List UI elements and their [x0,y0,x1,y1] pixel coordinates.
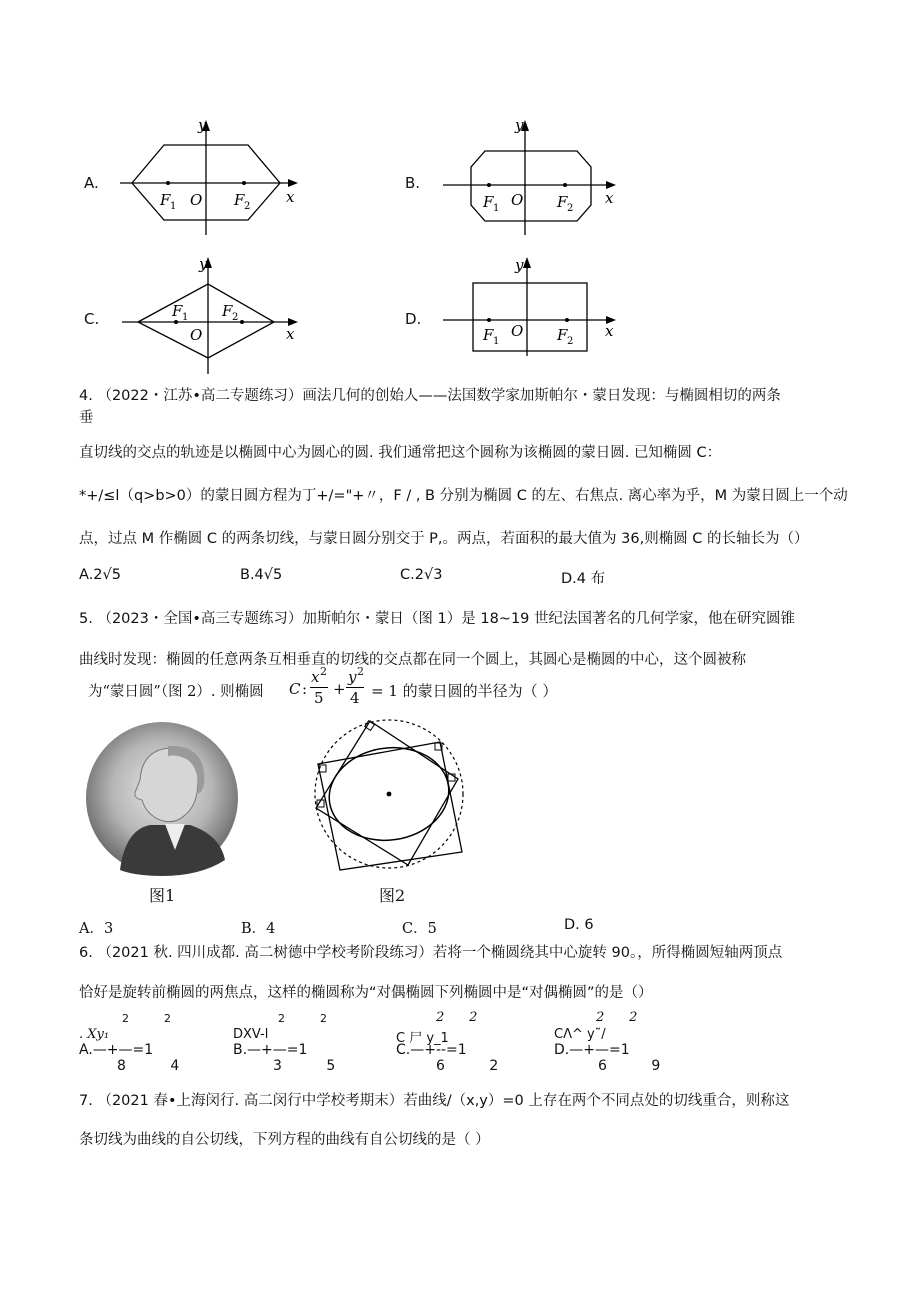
f2-sub: 2 [567,336,574,347]
f1-label: F [483,326,494,344]
f2-label: F [557,193,568,211]
fig1-caption: 图1 [149,886,176,905]
f1-sub: 1 [493,203,500,214]
f1-label: F [483,193,494,211]
f2-label: F [222,302,233,320]
figure-a-hexagon [110,115,310,245]
y-label: y [515,116,524,134]
origin-label: O [190,191,203,209]
q5-option-b[interactable]: B．4 [241,921,276,937]
f2-sub: 2 [244,201,251,212]
eq-plus: + [333,680,346,698]
q5-equation: C : x 2 5 + y 2 4 = 1 的蒙日圆的半径为（ ） [289,665,558,707]
q4-line1b: 垂 [79,410,94,426]
q6-option-a[interactable]: 2 2 . Xy₁ A.—+—=1 8 4 [79,1012,180,1074]
x-label: x [286,325,295,343]
f1-sub: 1 [493,336,500,347]
eq-x-exp: 2 [320,665,327,678]
f2-sub: 2 [567,203,574,214]
q5-line2: 曲线时发现：椭圆的任意两条互相垂直的切线的交点都在同一个圆上，其圆心是椭圆的中心，这个圆被称 [79,652,746,668]
q4-option-d[interactable]: D.4 布 [561,571,606,587]
q7-line1: 7. （2021 春•上海闵行. 高二闵行中学校考期末）若曲线/（x,y）=0 上存在两个不同点处的切线重合，则称这 [79,1093,790,1109]
q4-option-c[interactable]: C.2√3 [400,567,443,583]
option-c-label: C. [84,310,100,328]
y-label: y [515,256,524,274]
q7-line2: 条切线为曲线的自公切线，下列方程的曲线有自公切线的是（ ） [79,1132,490,1148]
portrait-figure [80,720,245,880]
origin-label: O [511,191,524,209]
q4-option-a[interactable]: A.2√5 [79,567,121,583]
origin-label: O [190,326,203,344]
x-label: x [605,189,614,207]
figure-d-rectangle [435,252,625,360]
eq-x: x [311,668,320,686]
q4-option-b[interactable]: B.4√5 [240,567,283,583]
q6-option-b[interactable]: 2 2 DXV-l B.—+—=1 3 5 [233,1012,336,1074]
q5-option-c[interactable]: C．5 [402,921,437,937]
q6-line2: 恰好是旋转前椭圆的两焦点，这样的椭圆称为“对偶椭圆下列椭圆中是“对偶椭圆”的是（） [79,985,653,1001]
q4-line2: 直切线的交点的轨迹是以椭圆中心为圆心的圆. 我们通常把这个圆称为该椭圆的蒙日圆. 已知椭圆 C： [79,445,722,461]
option-b-label: B. [405,174,421,192]
f1-label: F [172,302,183,320]
f2-label: F [557,326,568,344]
q6-option-c[interactable]: 2 2 C 尸 y_1 C.—+--=1 6 2 [396,1010,499,1074]
q4-line4: 点，过点 M 作椭圆 C 的两条切线，与蒙日圆分别交于 P,。两点，若面积的最大值为 36,则椭圆 C 的长轴长为（） [79,531,809,547]
f1-sub: 1 [182,312,189,323]
y-label: y [199,255,208,273]
eq-4: 4 [350,689,360,707]
f1-sub: 1 [170,201,177,212]
q6-line1: 6. （2021 秋. 四川成都. 高二树德中学校考阶段练习）若将一个椭圆绕其中心旋转 90。，所得椭圆短轴两顶点 [79,945,783,961]
q5-line1: 5. （2023・全国•高三专题练习）加斯帕尔・蒙日（图 1）是 18~19 世纪法国著名的几何学家，他在研究圆锥 [79,611,795,627]
eq-y-exp: 2 [357,665,364,678]
f2-label: F [234,191,245,209]
figure-c-rhombus [110,252,310,380]
q5-option-d[interactable]: D. 6 [564,917,594,933]
eq-5: 5 [314,689,324,707]
y-label: y [198,116,207,134]
eq-y: y [348,668,357,686]
figure-b-octagon [435,115,625,245]
q4-line1: 4. （2022・江苏•高二专题练习）画法几何的创始人——法国数学家加斯帕尔・蒙日发现：与椭圆相切的两条 [79,388,781,404]
origin-label: O [511,322,524,340]
q5-option-a[interactable]: A．3 [79,921,114,937]
eq-tail: = 1 的蒙日圆的半径为（ ） [371,682,558,700]
eq-c: C [289,680,301,698]
option-d-label: D. [405,310,422,328]
q6-option-d[interactable]: 2 2 CΛ^ y˜/ D.—+—=1 6 9 [554,1010,661,1074]
x-label: x [286,188,295,206]
f1-label: F [160,191,171,209]
q4-line3: *+/≤l（q>b>0）的蒙日圆方程为丁+/="+〃，F / , B 分别为椭圆 C 的左、右焦点. 离心率为乎，M 为蒙日圆上一个动 [79,488,848,504]
option-a-label: A. [84,174,99,192]
q5-line3: 为“蒙日圆”（图 2）. 则椭圆 [88,684,264,700]
x-label: x [605,322,614,340]
monge-circle-figure [308,712,473,877]
f2-sub: 2 [232,312,239,323]
fig2-caption: 图2 [379,886,406,905]
